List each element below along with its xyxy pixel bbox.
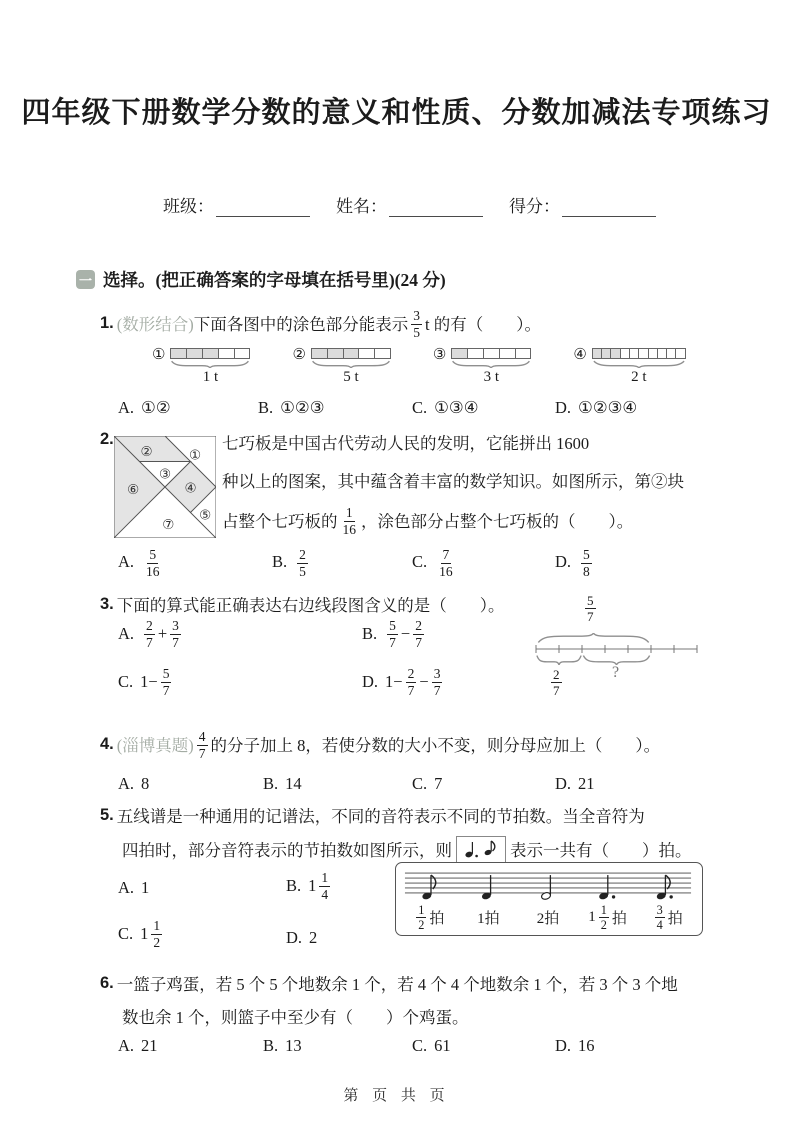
option-A: A. $\frac{5}{16}$ [118, 547, 160, 579]
shaded-segment [610, 349, 619, 358]
fraction: $\frac{2}{7}$ [415, 618, 422, 650]
fraction: $\frac{3}{4}$ [656, 903, 663, 933]
question-number: 1. [100, 313, 114, 332]
question-text: 四拍时，部分音符表示的节拍数如图所示，则 [122, 841, 452, 860]
section-header [76, 267, 446, 292]
segmented-bar [592, 348, 686, 359]
question-text: t 的有（ ）。 [425, 315, 541, 334]
bar-total-label: 5 t [343, 369, 359, 385]
bar-number: ② [292, 347, 306, 363]
fraction: $\frac{1}{4}$ [321, 870, 329, 902]
question-mark-label: ? [612, 664, 620, 681]
name-field [336, 192, 483, 217]
fraction: $\frac{3}{5}$ [413, 308, 421, 340]
score-label: 得分： [509, 197, 560, 216]
inline-fraction [408, 305, 425, 340]
music-staff [399, 869, 697, 903]
class-field [163, 192, 310, 217]
segment [620, 349, 629, 358]
fraction: $\frac{2}{5}$ [299, 547, 306, 579]
note-label: 1拍 [477, 911, 500, 928]
question-text: 的分子加上 8，若使分数的大小不变，则分母应加上（ ）。 [210, 736, 661, 755]
note-label: $\frac{3}{4}$ 拍 [656, 903, 683, 933]
fraction: $\frac{2}{7}$ [553, 667, 560, 699]
bar-total-label: 2 t [631, 369, 647, 385]
fraction: $\frac{1}{2}$ [418, 903, 425, 933]
bar-total-label: 1 t [202, 369, 219, 385]
option-A: A. $\frac{2}{7}$ + $\frac{3}{7}$ [118, 618, 179, 650]
segment-line [528, 632, 768, 666]
question-text: 下面的算式能正确表达右边线段图含义的是（ ）。 [116, 596, 505, 615]
fraction: $\frac{1}{16}$ [342, 505, 357, 537]
shaded-segment [312, 349, 327, 358]
question-tag: (淄博真题) [116, 736, 194, 755]
header-fields [163, 192, 656, 217]
option-D: D. 1− $\frac{2}{7}$ − $\frac{3}{7}$ [362, 666, 441, 698]
shaded-segment [186, 349, 202, 358]
under-brace [451, 360, 531, 368]
question-1 [100, 302, 740, 440]
fraction-bar-diagram [433, 348, 531, 386]
option-B: B. 14 [263, 774, 302, 793]
option-A: A. 1 [118, 878, 150, 897]
segment [629, 349, 638, 358]
shaded-segment [202, 349, 218, 358]
under-brace [592, 360, 686, 368]
staff-lines [405, 873, 691, 893]
question-tag: (数形结合) [116, 315, 194, 334]
shaded-segment [343, 349, 359, 358]
question-text: 一篮子鸡蛋，若 5 个 5 个地数余 1 个，若 4 个 4 个地数余 1 个，若 3 个 3 个地 [116, 975, 678, 994]
score-field [509, 192, 656, 217]
question-number: 3. [100, 594, 114, 613]
segmented-bar [311, 348, 391, 359]
fraction: $\frac{7}{16}$ [439, 547, 453, 579]
option-D: D. ①②③④ [555, 398, 638, 417]
inline-fraction [194, 726, 211, 761]
fraction: $\frac{3}{7}$ [172, 618, 179, 650]
q6-options [100, 1036, 740, 1076]
shaded-segment [171, 349, 186, 358]
option-D: D. 2 [286, 928, 318, 947]
shaded-segment [593, 349, 601, 358]
fraction: $\frac{5}{16}$ [146, 547, 160, 579]
question-number: 6. [100, 973, 114, 992]
question-text: 数也余 1 个，则篮子中至少有（ ）个鸡蛋。 [122, 1008, 469, 1027]
bar-number: ④ [573, 347, 587, 363]
question-number: 4. [100, 734, 114, 753]
tangram-label: ② [140, 443, 153, 459]
option-C: C. 1 $\frac{1}{2}$ [118, 918, 161, 950]
fraction-bar-diagram [292, 348, 390, 386]
note-label: 1 $\frac{1}{2}$ 拍 [588, 903, 627, 933]
segment [234, 349, 250, 358]
segment [648, 349, 657, 358]
fraction: $\frac{5}{7}$ [389, 618, 396, 650]
option-C: C. ①③④ [412, 398, 479, 417]
option-B: B. ①②③ [258, 398, 325, 417]
shaded-segment [452, 349, 467, 358]
under-brace [537, 656, 581, 665]
question-5-text-line1 [100, 802, 740, 828]
bar-number: ③ [432, 347, 447, 363]
segmented-bar [451, 348, 531, 359]
question-1-text [100, 302, 740, 344]
segment [666, 349, 675, 358]
under-brace [170, 360, 250, 368]
option-C: C. 1− $\frac{5}{7}$ [118, 666, 170, 698]
segment [358, 349, 374, 358]
option-C: C. $\frac{7}{16}$ [412, 547, 453, 579]
inline-fraction [338, 502, 362, 537]
question-3 [100, 592, 740, 718]
question-6-text-line1 [100, 970, 740, 996]
option-B: B. 1 $\frac{1}{4}$ [286, 870, 329, 902]
question-number: 5. [100, 805, 114, 824]
fraction: $\frac{2}{7}$ [407, 666, 415, 698]
option-B: B. 13 [263, 1036, 302, 1055]
bar-diagrams-row [152, 348, 686, 386]
option-B: B. $\frac{5}{7}$ − $\frac{2}{7}$ [362, 618, 422, 650]
option-A: A. 8 [118, 774, 150, 793]
class-label: 班级： [163, 197, 214, 216]
question-text: 下面各图中的涂色部分能表示 [193, 315, 409, 334]
segmented-bar [170, 348, 250, 359]
segment [374, 349, 390, 358]
section-number-badge: 一 [76, 270, 95, 289]
segment [483, 349, 499, 358]
bar-number: ① [152, 347, 166, 363]
question-5-text-line2 [100, 834, 740, 864]
fraction: $\frac{5}{7}$ [162, 666, 170, 698]
page-footer: 第 页 共 页 [343, 1088, 450, 1104]
fraction: $\frac{5}{8}$ [583, 547, 590, 579]
page-title: 四年级下册数学分数的意义和性质、分数加减法专项练习 [21, 97, 772, 129]
question-6 [100, 966, 740, 1072]
question-4-text [100, 722, 740, 766]
option-D: D. 21 [555, 774, 595, 793]
tangram-diagram [114, 436, 216, 538]
question-text: 占整个七巧板的 $\frac{1}{16}$ ，涂色部分占整个七巧板的（ ）。 [222, 500, 633, 540]
question-text: 种以上的图案，其中蕴含着丰富的数学知识。如图所示，第②块 [222, 472, 684, 491]
fraction: $\frac{3}{7}$ [433, 666, 441, 698]
tangram-label: ① [188, 447, 201, 463]
option-B: B. $\frac{2}{5}$ [272, 547, 306, 579]
fraction: $\frac{2}{7}$ [146, 618, 153, 650]
option-D: D. 16 [555, 1036, 595, 1055]
section-note: (把正确答案的字母填在括号里)(24 分) [155, 270, 446, 290]
note-label: 2拍 [536, 911, 560, 928]
fraction: $\frac{5}{7}$ [587, 593, 594, 625]
question-text: 五线谱是一种通用的记谱法，不同的音符表示不同的节拍数。当全音符为 [116, 807, 645, 826]
q2-options [100, 544, 740, 584]
segment [657, 349, 666, 358]
question-2 [100, 428, 740, 592]
option-C: C. 7 [412, 774, 443, 793]
tangram-label: ③ [159, 466, 171, 482]
question-number: 2. [100, 430, 114, 448]
under-brace [311, 360, 391, 368]
question-5 [100, 800, 740, 956]
dotted-quarter-and-eighth-note-icon [456, 836, 506, 863]
segment [499, 349, 515, 358]
option-A: A. 21 [118, 1036, 158, 1055]
over-brace [538, 633, 648, 642]
fraction-bar-diagram [573, 348, 685, 386]
tangram-label: ⑥ [127, 482, 140, 498]
fraction: $\frac{1}{2}$ [153, 918, 161, 950]
option-C: C. 61 [412, 1036, 451, 1055]
segment [218, 349, 234, 358]
fraction: $\frac{1}{2}$ [600, 903, 607, 933]
bottom-left-brace-label [548, 666, 565, 698]
option-A: A. ①② [118, 398, 171, 417]
line-segment-diagram [528, 592, 778, 699]
option-D: D. $\frac{5}{8}$ [555, 547, 590, 579]
question-6-text-line2 [100, 1003, 740, 1029]
question-4 [100, 722, 740, 800]
tangram-label: ④ [184, 480, 197, 496]
shaded-segment [601, 349, 610, 358]
question-text: 表示一共有（ ）拍。 [510, 841, 692, 860]
segment [467, 349, 483, 358]
question-text: 七巧板是中国古代劳动人民的发明，它能拼出 1600 [222, 434, 590, 453]
tangram-label: ⑦ [162, 517, 175, 533]
fraction-bar-diagram [152, 348, 250, 386]
bar-total-label: 3 t [483, 369, 500, 385]
segment [675, 349, 684, 358]
segment [515, 349, 531, 358]
name-blank-line [389, 200, 483, 217]
section-title: 选择。 [103, 270, 156, 290]
top-brace-label [582, 592, 599, 624]
fraction: $\frac{4}{7}$ [198, 729, 206, 761]
shaded-segment [327, 349, 343, 358]
tangram-label: ⑤ [199, 507, 212, 523]
note-label: $\frac{1}{2}$ 拍 [418, 903, 445, 933]
staff-note-labels [399, 903, 697, 932]
class-blank-line [216, 200, 310, 217]
name-label: 姓名： [336, 197, 387, 216]
segment [638, 349, 647, 358]
score-blank-line [562, 200, 656, 217]
music-staff-box [395, 862, 703, 936]
